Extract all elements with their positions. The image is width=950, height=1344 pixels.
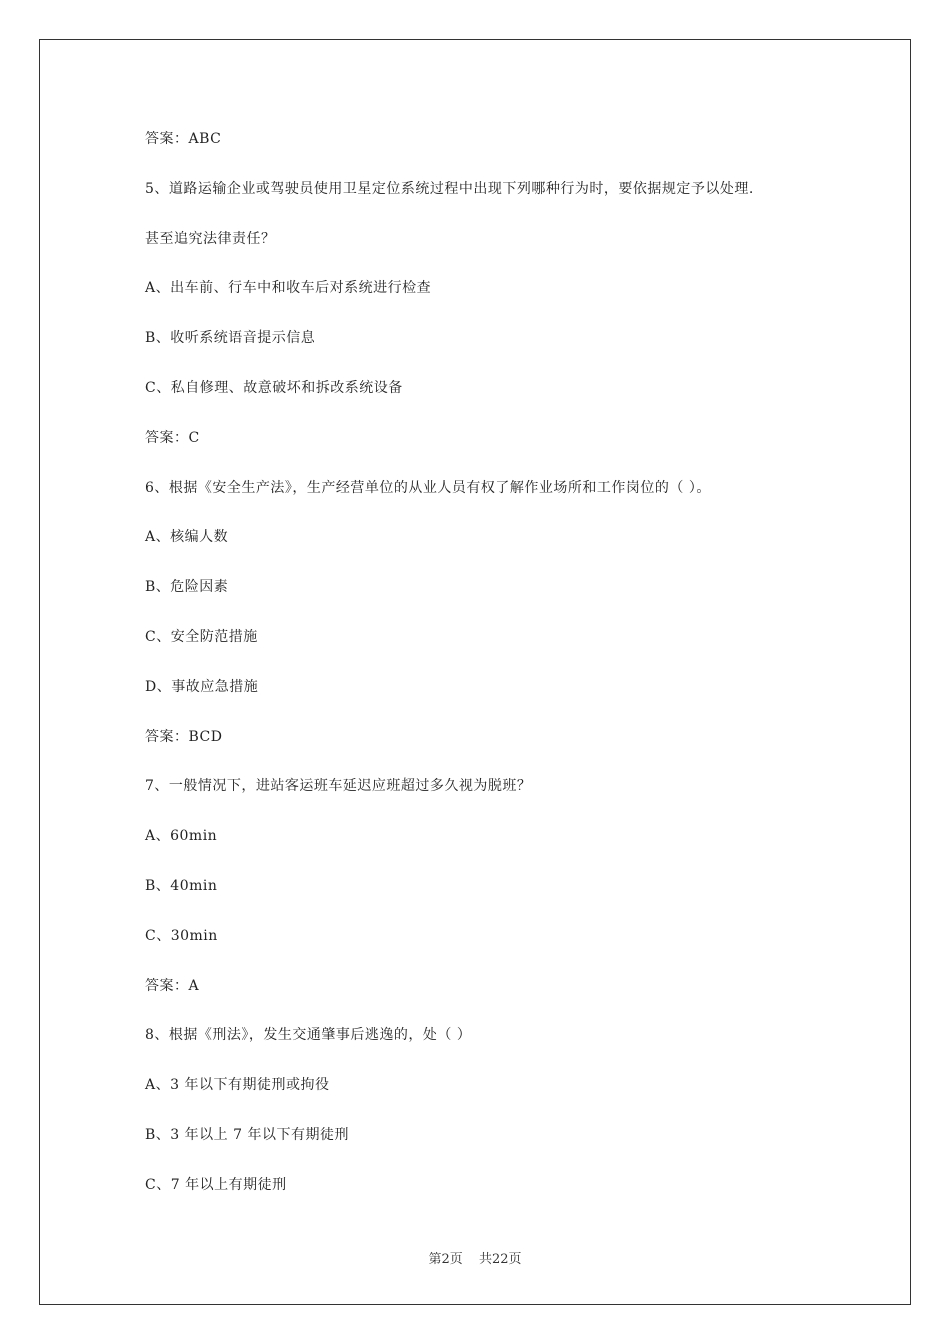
question-8: 8、根据《刑法》，发生交通肇事后逃逸的，处（ ） <box>145 1027 472 1044</box>
option-line: B、收听系统语音提示信息 <box>145 330 316 347</box>
option-line: B、3 年以上 7 年以下有期徒刑 <box>145 1126 349 1143</box>
option-line: C、私自修理、故意破坏和拆改系统设备 <box>145 379 403 396</box>
option-line: B、危险因素 <box>145 579 229 596</box>
page-number: 第2页 <box>428 1252 463 1267</box>
question-7: 7、一般情况下，进站客运班车延迟应班超过多久视为脱班？ <box>145 778 532 795</box>
option-line: C、安全防范措施 <box>145 628 258 645</box>
answer-line: 答案：C <box>145 429 200 446</box>
option-line: A、60min <box>145 828 218 845</box>
answer-line: 答案：BCD <box>145 728 223 745</box>
document-body <box>145 125 865 1221</box>
question-5: 5、道路运输企业或驾驶员使用卫星定位系统过程中出现下列哪种行为时，要依据规定予以处理. <box>145 180 754 197</box>
option-line: A、3 年以下有期徒刑或拘役 <box>145 1077 330 1094</box>
answer-line: 答案：A <box>145 977 200 994</box>
option-line: A、核编人数 <box>145 529 229 546</box>
question-6: 6、根据《安全生产法》，生产经营单位的从业人员有权了解作业场所和工作岗位的（ ）。 <box>145 479 711 496</box>
page-footer <box>0 1248 950 1267</box>
option-line: C、30min <box>145 927 218 944</box>
page-total: 共22页 <box>478 1252 522 1267</box>
option-line: D、事故应急措施 <box>145 678 259 695</box>
option-line: C、7 年以上有期徒刑 <box>145 1176 287 1193</box>
option-line: B、40min <box>145 877 218 894</box>
option-line: A、出车前、行车中和收车后对系统进行检查 <box>145 280 432 297</box>
answer-line: 答案：ABC <box>145 131 222 147</box>
question-5-continued: 甚至追究法律责任？ <box>145 230 276 247</box>
